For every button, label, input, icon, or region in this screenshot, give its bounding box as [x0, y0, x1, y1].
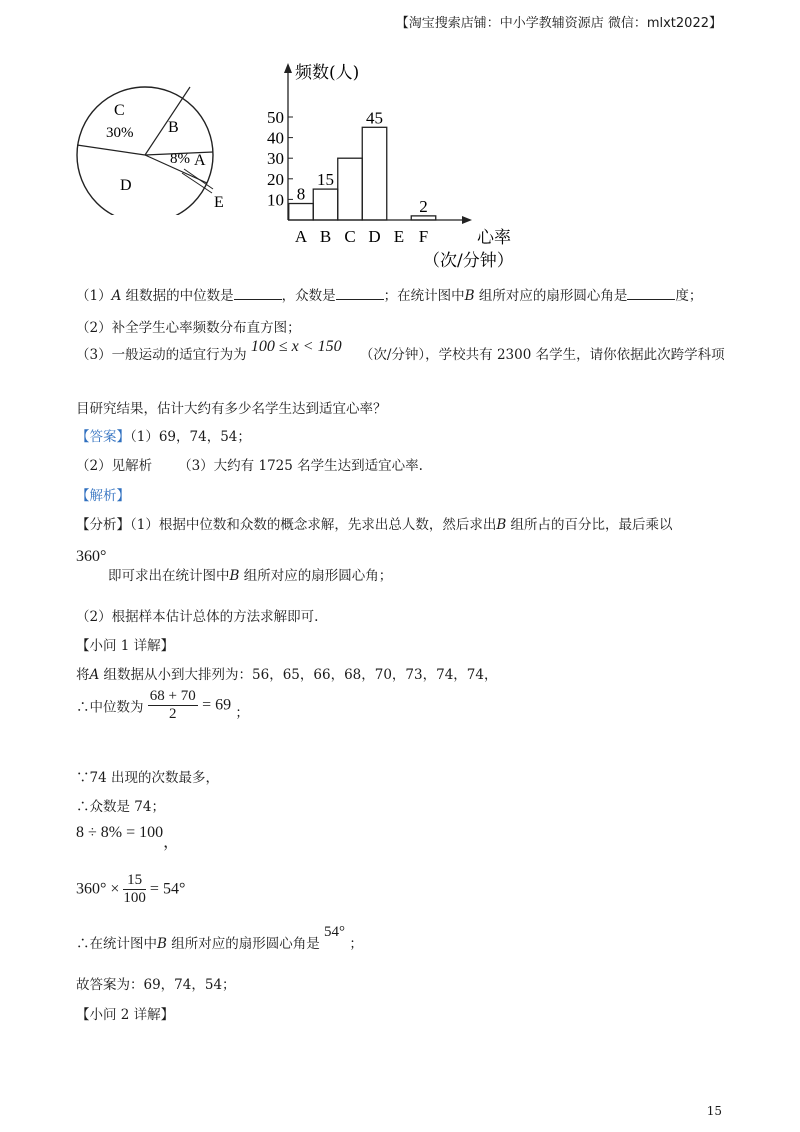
pie-label-e: E	[214, 194, 224, 211]
answer-line-2: （2）见解析 （3）大约有 1725 名学生达到适宜心率.	[76, 458, 423, 474]
x-tick-label-C: C	[344, 227, 356, 246]
y-tick-label: 10	[267, 190, 284, 210]
y-axis-arrow	[284, 63, 292, 73]
y-tick-label: 50	[267, 108, 284, 127]
jiexi-tag: 【解析】	[76, 488, 130, 504]
pie-chart	[70, 85, 240, 215]
x-tick-label-A: A	[294, 227, 308, 246]
answer-line: 【答案】（1）69，74，54；	[76, 429, 251, 445]
pie-label-a: A	[194, 152, 206, 169]
x-tick-label-B: B	[319, 227, 332, 246]
question-2: （2）补全学生心率频数分布直方图；	[76, 320, 301, 336]
question-3-cont: 目研究结果，估计大约有多少名学生达到适宜心率？	[76, 401, 387, 417]
bar-C	[338, 158, 363, 220]
sorted-data: 将A 组数据从小到大排列为：56，65，66，68，70，73，74，74，	[76, 667, 498, 683]
page-header: 【淘宝搜索店铺：中小学教辅资源店 微信：mlxt2022】	[395, 16, 722, 31]
bar-F	[411, 216, 436, 220]
bar-data-label-F: 2	[419, 196, 428, 216]
final-answer: 故答案为：69，74，54；	[76, 977, 236, 993]
equation-2: 360° × $\frac{15}{100}$ = 54°	[76, 872, 186, 906]
bar-B	[313, 189, 338, 220]
pie-label-b: B	[168, 119, 179, 136]
pie-label-c-pct: 30%	[106, 125, 134, 141]
equation-1: 8 ÷ 8% = 100，	[76, 824, 180, 851]
bar-data-label-D: 45	[366, 108, 383, 128]
bar-data-label-A: 8	[296, 184, 306, 204]
y-tick-label: 40	[267, 128, 284, 148]
x-tick-label-D: D	[368, 227, 381, 246]
analysis-1-cont: 即可求出在统计图中B 组所对应的扇形圆心角；	[108, 568, 393, 584]
sub-q2-title: 【小问 2 详解】	[76, 1007, 175, 1023]
y-tick-label: 30	[267, 149, 284, 169]
question-3: （3）一般运动的适宜行为为 100 ≤ x < 150 （次/分钟），学校共有 2300 名学生，请你依据此次跨学科项	[76, 338, 725, 363]
x-axis-arrow	[462, 216, 472, 224]
mode-line: ∴众数是 74；	[76, 799, 165, 815]
pie-label-c: C	[114, 102, 125, 119]
sub-q1-title: 【小问 1 详解】	[76, 638, 175, 654]
pie-outline	[77, 87, 213, 215]
pie-divider-cd	[77, 145, 145, 155]
analysis-1: 【分析】（1）根据中位数和众数的概念求解，先求出总人数，然后求出B 组所占的百分比，最后乘以	[76, 517, 673, 533]
x-tick-label-E: E	[393, 227, 405, 246]
x-axis-label: 心率	[477, 228, 511, 248]
median-line: ∴中位数为 $\frac{68 + 70}{2}$ = 69 ；	[76, 688, 249, 722]
bar-D	[362, 127, 387, 220]
question-1: （1）A 组数据的中位数是 ，众数是 ；在统计图中B 组所对应的扇形圆心角是 度；	[76, 288, 703, 304]
bar-A	[289, 204, 314, 220]
deg-360: 360°	[76, 548, 107, 565]
y-tick-label: 20	[267, 169, 284, 189]
x-axis-unit: （次/分钟）	[423, 251, 514, 271]
page-number: 15	[706, 1104, 722, 1118]
x-tick-label-F: F	[418, 227, 429, 246]
y-axis-label: 频数(人)	[295, 63, 360, 83]
analysis-2: （2）根据样本估计总体的方法求解即可.	[76, 609, 319, 625]
pie-label-a-pct: 8%	[170, 151, 190, 167]
because-line: ∵74 出现的次数最多，	[76, 770, 219, 786]
angle-line: ∴在统计图中B 组所对应的扇形圆心角是 54° ；	[76, 924, 363, 952]
histogram-chart	[255, 60, 535, 275]
pie-label-d: D	[120, 177, 132, 194]
bar-data-label-B: 15	[317, 170, 334, 190]
